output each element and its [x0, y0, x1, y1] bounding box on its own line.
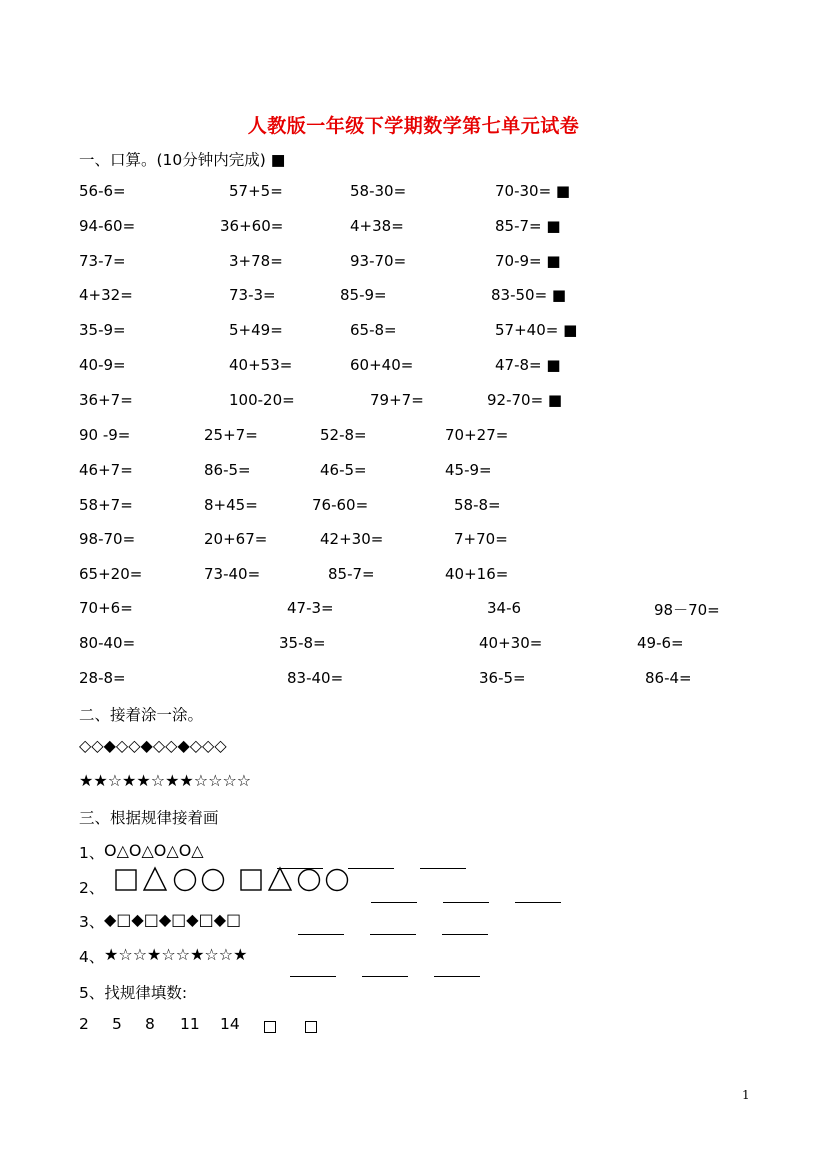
- answer-blank[interactable]: [515, 902, 561, 903]
- section-3-heading: 三、根据规律接着画: [79, 809, 219, 827]
- star-sequence: ★★☆★★☆★★☆☆☆☆: [79, 771, 252, 790]
- section-2-heading: 二、接着涂一涂。: [79, 706, 204, 724]
- page-number: 1: [742, 1088, 750, 1102]
- arithmetic-problem: 86-5=: [204, 461, 251, 479]
- answer-blank[interactable]: [362, 976, 408, 977]
- arithmetic-problem: 70-30= ■: [495, 182, 571, 200]
- item-2-label: 2、: [79, 879, 105, 897]
- arithmetic-problem: 57+5=: [229, 182, 283, 200]
- answer-blank[interactable]: [290, 976, 336, 977]
- arithmetic-problem: 80-40=: [79, 634, 136, 652]
- answer-blank[interactable]: [442, 934, 488, 935]
- arithmetic-problem: 5+49=: [229, 321, 283, 339]
- arithmetic-problem: 70+27=: [445, 426, 509, 444]
- answer-box[interactable]: [305, 1017, 317, 1036]
- arithmetic-problem: 83-50= ■: [491, 286, 567, 304]
- arithmetic-problem: 70-9= ■: [495, 252, 561, 270]
- arithmetic-problem: 79+7=: [370, 391, 424, 409]
- arithmetic-problem: 58-30=: [350, 182, 407, 200]
- arithmetic-problem: 36+60=: [220, 217, 284, 235]
- arithmetic-problem: 73-3=: [229, 286, 276, 304]
- arithmetic-problem: 40-9=: [79, 356, 126, 374]
- answer-blank[interactable]: [298, 934, 344, 935]
- answer-blank[interactable]: [370, 934, 416, 935]
- circle-triangle-sequence: O△O△O△O△: [104, 841, 204, 860]
- arithmetic-problem: 58+7=: [79, 496, 133, 514]
- number-pattern-value: 2: [79, 1015, 89, 1033]
- answer-blank[interactable]: [434, 976, 480, 977]
- arithmetic-problem: 34-6: [487, 599, 522, 617]
- page-title: 人教版一年级下学期数学第七单元试卷: [247, 115, 580, 137]
- item-5-label: 5、找规律填数:: [79, 984, 188, 1002]
- arithmetic-problem: 4+32=: [79, 286, 133, 304]
- number-pattern-value: 8: [145, 1015, 155, 1033]
- arithmetic-problem: 86-4=: [645, 669, 692, 687]
- arithmetic-problem: 25+7=: [204, 426, 258, 444]
- arithmetic-problem: 20+67=: [204, 530, 268, 548]
- arithmetic-problem: 94-60=: [79, 217, 136, 235]
- arithmetic-problem: 98－70=: [654, 601, 720, 619]
- arithmetic-problem: 42+30=: [320, 530, 384, 548]
- arithmetic-problem: 65-8=: [350, 321, 397, 339]
- diamond-sequence: ◇◇◆◇◇◆◇◇◆◇◇◇: [79, 736, 227, 755]
- arithmetic-problem: 36-5=: [479, 669, 526, 687]
- arithmetic-problem: 40+16=: [445, 565, 509, 583]
- arithmetic-problem: 3+78=: [229, 252, 283, 270]
- answer-box[interactable]: [264, 1017, 276, 1036]
- section-1-heading: 一、口算。(10分钟内完成) ■: [79, 151, 286, 169]
- arithmetic-problem: 85-7=: [328, 565, 375, 583]
- arithmetic-problem: 36+7=: [79, 391, 133, 409]
- arithmetic-problem: 93-70=: [350, 252, 407, 270]
- arithmetic-problem: 46+7=: [79, 461, 133, 479]
- arithmetic-problem: 90 -9=: [79, 426, 131, 444]
- arithmetic-problem: 7+70=: [454, 530, 508, 548]
- arithmetic-problem: 60+40=: [350, 356, 414, 374]
- number-pattern-value: 14: [220, 1015, 240, 1033]
- item-1-label: 1、: [79, 844, 105, 862]
- number-pattern-value: 5: [112, 1015, 122, 1033]
- arithmetic-problem: 76-60=: [312, 496, 369, 514]
- arithmetic-problem: 4+38=: [350, 217, 404, 235]
- arithmetic-problem: 73-7=: [79, 252, 126, 270]
- diamond-square-sequence: ◆□◆□◆□◆□◆□: [104, 910, 242, 929]
- arithmetic-problem: 8+45=: [204, 496, 258, 514]
- arithmetic-problem: 85-9=: [340, 286, 387, 304]
- answer-blank[interactable]: [443, 902, 489, 903]
- arithmetic-problem: 40+30=: [479, 634, 543, 652]
- arithmetic-problem: 70+6=: [79, 599, 133, 617]
- item-3-label: 3、: [79, 913, 105, 931]
- arithmetic-problem: 85-7= ■: [495, 217, 561, 235]
- arithmetic-problem: 47-3=: [287, 599, 334, 617]
- arithmetic-problem: 100-20=: [229, 391, 295, 409]
- arithmetic-problem: 65+20=: [79, 565, 143, 583]
- arithmetic-problem: 35-8=: [279, 634, 326, 652]
- answer-blank[interactable]: [371, 902, 417, 903]
- arithmetic-problem: 58-8=: [454, 496, 501, 514]
- arithmetic-problem: 49-6=: [637, 634, 684, 652]
- star-pattern-sequence: ★☆☆★☆☆★☆☆★: [104, 945, 248, 964]
- arithmetic-problem: 52-8=: [320, 426, 367, 444]
- arithmetic-problem: 56-6=: [79, 182, 126, 200]
- arithmetic-problem: 35-9=: [79, 321, 126, 339]
- arithmetic-problem: 47-8= ■: [495, 356, 561, 374]
- arithmetic-problem: 46-5=: [320, 461, 367, 479]
- arithmetic-problem: 83-40=: [287, 669, 344, 687]
- arithmetic-problem: 92-70= ■: [487, 391, 563, 409]
- arithmetic-problem: 40+53=: [229, 356, 293, 374]
- arithmetic-problem: 28-8=: [79, 669, 126, 687]
- arithmetic-problem: 45-9=: [445, 461, 492, 479]
- number-pattern-value: 11: [180, 1015, 200, 1033]
- arithmetic-problem: 73-40=: [204, 565, 261, 583]
- arithmetic-problem: 98-70=: [79, 530, 136, 548]
- item-4-label: 4、: [79, 948, 105, 966]
- arithmetic-problem: 57+40= ■: [495, 321, 578, 339]
